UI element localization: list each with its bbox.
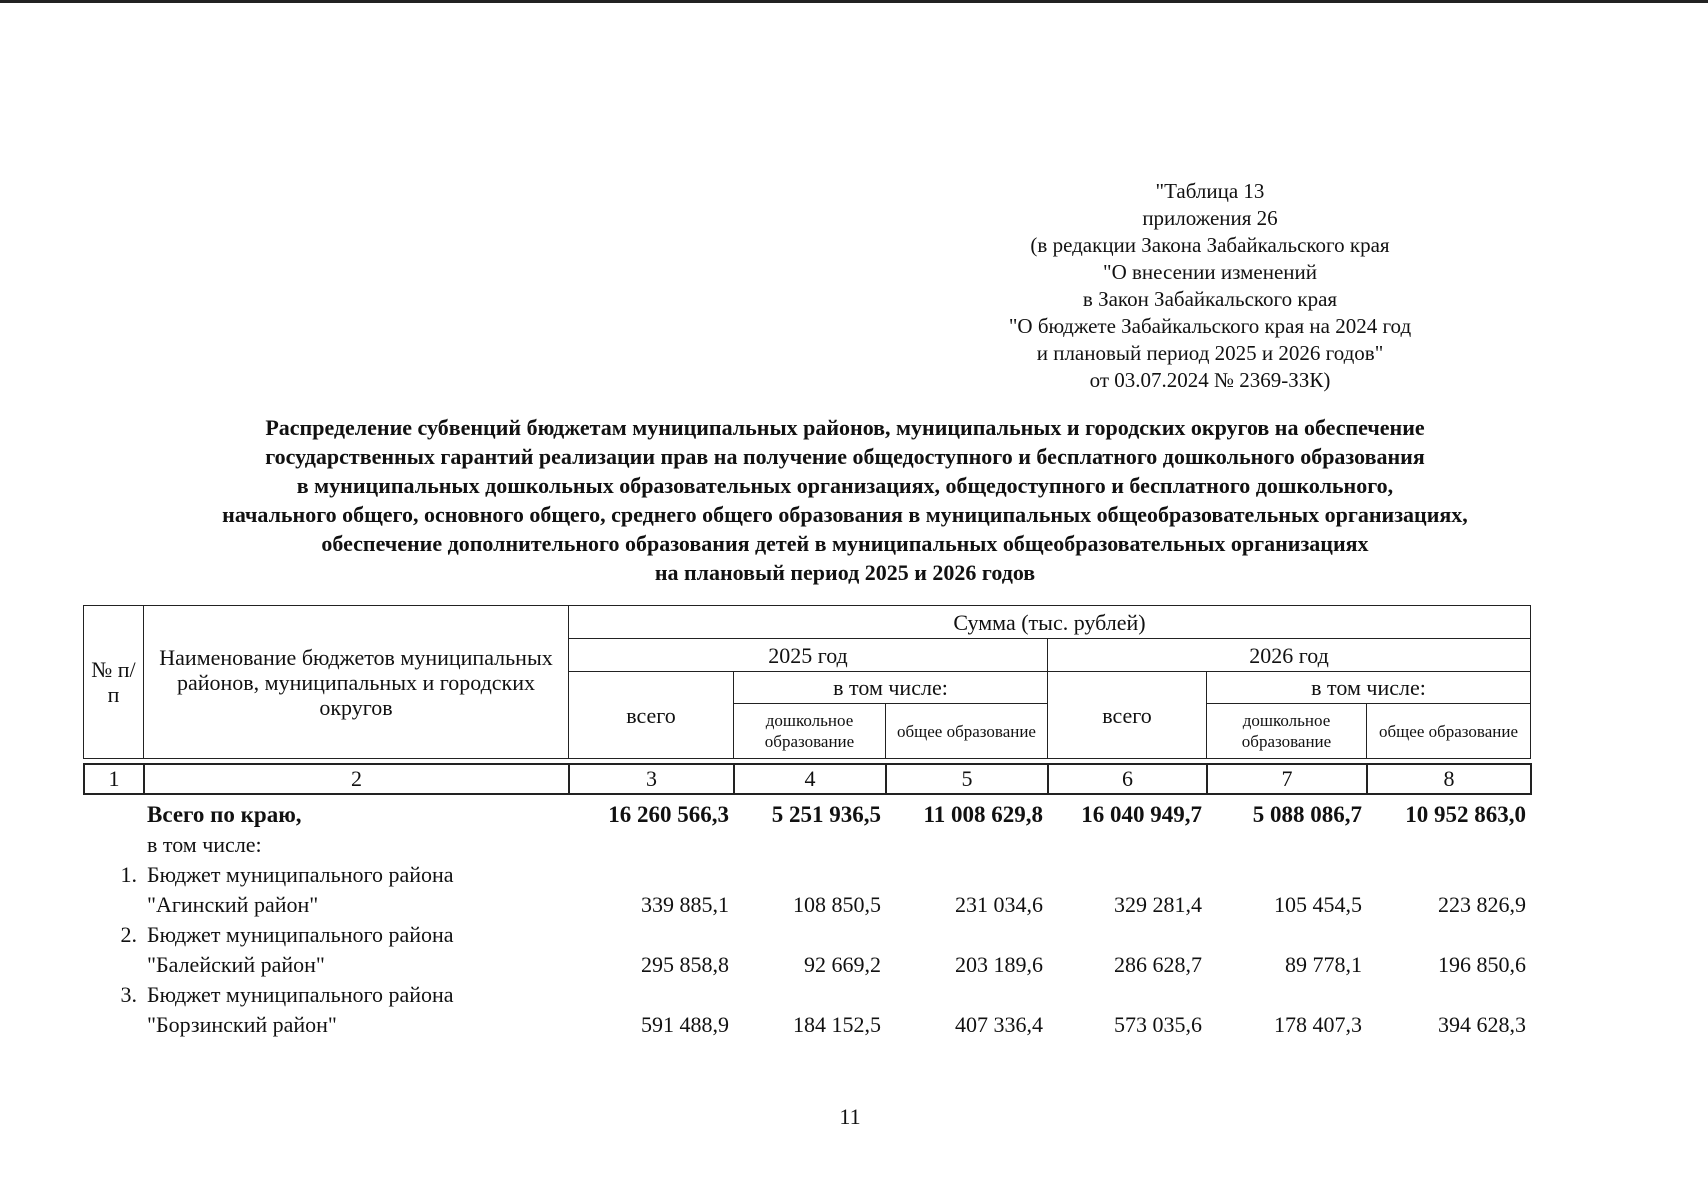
header-line: "О бюджете Забайкальского края на 2024 год [1008,314,1412,338]
row-value: 203 189,6 [955,952,1043,977]
row-name: Бюджет муниципального района [147,982,454,1007]
total-value: 11 008 629,8 [923,802,1043,827]
col-header-general-2025: общее образование [886,704,1048,759]
column-number: 3 [569,764,734,794]
column-number: 7 [1207,764,1367,794]
header-line: "О внесении изменений [1103,260,1317,284]
col-header-sum: Сумма (тыс. рублей) [569,606,1531,639]
row-value: 178 407,3 [1274,1012,1362,1037]
row-value: 295 858,8 [641,952,729,977]
table-row-total [83,800,1530,830]
col-header-total-2026: всего [1048,672,1207,759]
header-line: в Закон Забайкальского края [1082,287,1338,311]
row-value: 184 152,5 [793,1012,881,1037]
table-row [83,980,1530,1010]
col-header-year-2026: 2026 год [1048,639,1531,672]
row-value: 407 336,4 [955,1012,1043,1037]
row-value: 339 885,1 [641,892,729,917]
header-line: (в редакции Закона Забайкальского края [1030,233,1390,257]
header-line: от 03.07.2024 № 2369-ЗЗК) [1089,368,1331,392]
table-row [83,860,1530,890]
row-value: 286 628,7 [1114,952,1202,977]
document-title [80,413,1610,587]
table-row [83,1010,1530,1040]
table-header [83,605,1531,759]
row-name: "Борзинский район" [147,1012,337,1037]
row-value: 573 035,6 [1114,1012,1202,1037]
title-line: начального общего, основного общего, среднего общего образования в муниципальных общеобразовательных организациях, [222,502,1468,527]
top-border-line [0,0,1708,3]
table-row [83,890,1530,920]
data-table [83,800,1530,1040]
row-value: 394 628,3 [1438,1012,1526,1037]
including-label: в том числе: [147,832,262,857]
row-index: 3. [120,982,137,1007]
page-number: 11 [839,1104,861,1129]
column-number: 4 [734,764,886,794]
row-name: Бюджет муниципального района [147,922,454,947]
total-value: 5 251 936,5 [771,802,881,827]
col-header-year-2025: 2025 год [569,639,1048,672]
row-value: 591 488,9 [641,1012,729,1037]
column-number-row [83,763,1532,795]
row-value: 329 281,4 [1114,892,1202,917]
total-label: Всего по краю, [147,802,302,827]
row-value: 231 034,6 [955,892,1043,917]
table-row-including [83,830,1530,860]
row-value: 223 826,9 [1438,892,1526,917]
table-row [83,920,1530,950]
title-line: на плановый период 2025 и 2026 годов [654,560,1036,585]
col-header-name: Наименование бюджетов муниципальных районов, муниципальных и городских округов [144,606,569,759]
title-line: государственных гарантий реализации прав на получение общедоступного и бесплатного дошкольного образования [265,444,1425,469]
col-header-preschool-2026: дошкольное образование [1207,704,1367,759]
title-line: Распределение субвенций бюджетам муниципальных районов, муниципальных и городских округов на обеспечение [265,415,1425,440]
total-value: 16 260 566,3 [608,802,729,827]
col-header-general-2026: общее образование [1367,704,1531,759]
header-line: и плановый период 2025 и 2026 годов" [1036,341,1384,365]
col-header-preschool-2025: дошкольное образование [734,704,886,759]
total-value: 16 040 949,7 [1081,802,1202,827]
row-value: 105 454,5 [1274,892,1362,917]
title-line: обеспечение дополнительного образования детей в муниципальных общеобразовательных организациях [321,531,1369,556]
column-number: 5 [886,764,1048,794]
title-line: в муниципальных дошкольных образовательных организациях, общедоступного и бесплатного дошкольного, [296,473,1394,498]
total-value: 10 952 863,0 [1405,802,1526,827]
column-number: 8 [1367,764,1531,794]
col-header-number: № п/п [84,606,144,759]
row-value: 89 778,1 [1285,952,1362,977]
row-name: "Балейский район" [147,952,325,977]
row-index: 1. [120,862,137,887]
row-value: 196 850,6 [1438,952,1526,977]
table-row [83,950,1530,980]
row-name: "Агинский район" [147,892,319,917]
table-reference-header [900,178,1520,394]
col-header-including-2026: в том числе: [1207,672,1531,704]
total-value: 5 088 086,7 [1252,802,1362,827]
column-number: 6 [1048,764,1207,794]
column-number: 1 [84,764,144,794]
header-line: приложения 26 [1142,206,1278,230]
col-header-total-2025: всего [569,672,734,759]
row-index: 2. [120,922,137,947]
col-header-including-2025: в том числе: [734,672,1048,704]
header-line: "Таблица 13 [1155,179,1265,203]
column-number: 2 [144,764,569,794]
row-value: 108 850,5 [793,892,881,917]
row-value: 92 669,2 [804,952,881,977]
row-name: Бюджет муниципального района [147,862,454,887]
